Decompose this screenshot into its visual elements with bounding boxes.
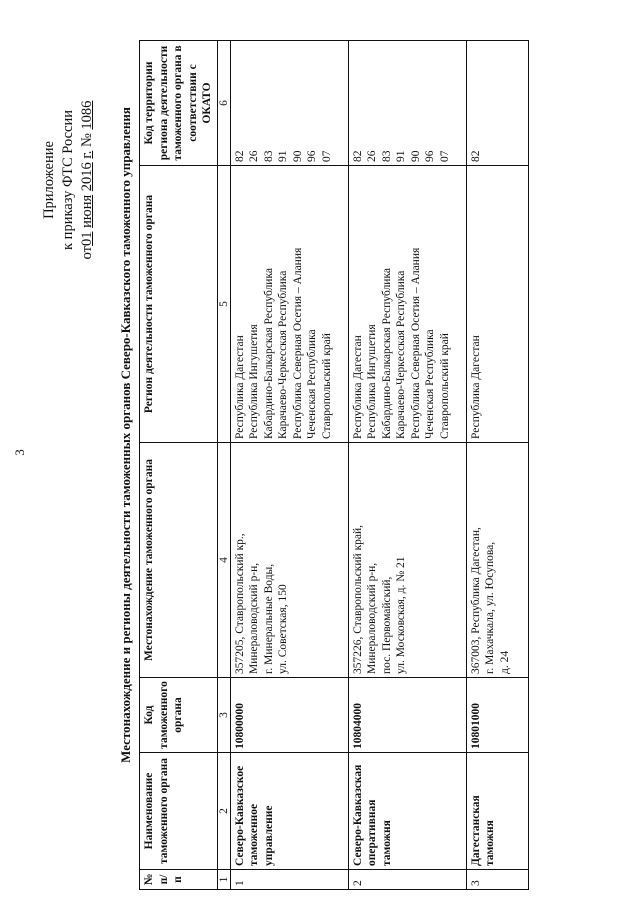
region-line: Республика Северная Осетия – Алания [291, 247, 304, 439]
region-line: Чеченская Республика [424, 329, 436, 439]
customs-code: 10804000 [348, 678, 466, 753]
location-line: г. Махачкала, ул. Юсупова, [484, 541, 496, 674]
order-number: 1086 [79, 100, 95, 130]
date-prefix: от [79, 246, 95, 260]
customs-name: Северо-Кавказская оперативная таможня [348, 753, 466, 870]
okato-code: 82 [233, 150, 246, 162]
date-year: 2016 [79, 162, 95, 192]
column-number: 5 [217, 166, 230, 443]
appendix-date-line [78, 30, 97, 330]
okato-code: 90 [409, 150, 422, 162]
date-day: 01 [79, 231, 95, 247]
customs-location [466, 443, 528, 678]
location-line: ул. Московская, д. № 21 [395, 556, 407, 674]
region-line: Республика Северная Осетия – Алания [409, 247, 422, 439]
location-line: ул. Советская, 150 [277, 584, 289, 674]
date-month: июня [79, 194, 95, 228]
customs-table [139, 40, 529, 890]
header-num: № п/п [140, 870, 218, 890]
okato-code: 82 [469, 150, 482, 162]
header-okato: Код территории региона деятельности таможенного органа в соответствии с ОКАТО [140, 41, 218, 166]
customs-code: 10800000 [230, 678, 348, 753]
region-line: Республика Ингушетия [366, 324, 378, 439]
header-name: Наименование таможенного органа [140, 753, 218, 870]
region-line: Ставропольский край [438, 333, 451, 439]
document-title: Местонахождение и регионы деятельности таможенных органов Северо-Кавказского таможенного управления [118, 107, 133, 763]
date-suffix: г. [79, 150, 95, 159]
okato-code: 83 [262, 150, 275, 162]
region-line: Ставропольский край [320, 333, 333, 439]
okato-code: 91 [277, 150, 289, 162]
table-header-row [140, 41, 218, 890]
activity-regions [466, 166, 528, 443]
location-line: Минераловодский р-н, [366, 562, 378, 674]
row-number: 2 [348, 870, 466, 890]
column-number: 1 [217, 870, 230, 890]
region-line: Карачаево-Черкесская Республика [395, 270, 407, 439]
table-row [466, 41, 528, 890]
region-line: Республика Дагестан [351, 335, 364, 439]
okato-codes [348, 41, 466, 166]
activity-regions [348, 166, 466, 443]
okato-code: 90 [291, 150, 304, 162]
location-line: пос. Первомайский, [380, 576, 393, 674]
row-number: 3 [466, 870, 528, 890]
region-line: Карачаево-Черкесская Республика [277, 270, 289, 439]
header-region: Регион деятельности таможенного органа [140, 166, 218, 443]
row-number: 1 [230, 870, 348, 890]
location-line: Минераловодский р-н, [248, 562, 260, 674]
customs-location [230, 443, 348, 678]
location-line: г. Минеральные Воды, [262, 563, 275, 674]
okato-code: 07 [438, 150, 451, 162]
okato-codes [230, 41, 348, 166]
okato-code: 26 [248, 150, 260, 162]
column-number: 3 [217, 678, 230, 753]
okato-codes [466, 41, 528, 166]
page-number: 3 [12, 449, 27, 456]
customs-name: Дагестанская таможня [466, 753, 528, 870]
region-line: Республика Дагестан [469, 335, 482, 439]
region-line: Республика Дагестан [233, 335, 246, 439]
appendix-header [40, 30, 97, 330]
okato-code: 83 [380, 150, 393, 162]
customs-location [348, 443, 466, 678]
column-number: 6 [217, 41, 230, 166]
location-line: 357205, Ставропольский кр., [233, 533, 246, 674]
okato-code: 82 [351, 150, 364, 162]
okato-code: 26 [366, 150, 378, 162]
region-line: Кабардино-Балкарская Республика [262, 268, 275, 439]
region-line: Республика Ингушетия [248, 324, 260, 439]
column-number: 2 [217, 753, 230, 870]
location-line: 357226, Ставропольский край, [351, 524, 364, 674]
column-number: 4 [217, 443, 230, 678]
table-row [348, 41, 466, 890]
okato-code: 07 [320, 150, 333, 162]
location-line: 367003, Республика Дагестан, [469, 527, 482, 674]
appendix-order-ref: к приказу ФТС России [60, 110, 76, 250]
number-sign: № [79, 133, 95, 148]
appendix-label: Приложение [41, 141, 57, 219]
customs-code: 10801000 [466, 678, 528, 753]
table-row [230, 41, 348, 890]
activity-regions [230, 166, 348, 443]
region-line: Кабардино-Балкарская Республика [380, 268, 393, 439]
okato-code: 96 [424, 150, 436, 162]
customs-name: Северо-Кавказское таможенное управление [230, 753, 348, 870]
region-line: Чеченская Республика [306, 329, 318, 439]
okato-code: 96 [306, 150, 318, 162]
column-number-row [217, 41, 230, 890]
header-location: Местонахождение таможенного органа [140, 443, 218, 678]
location-line: д. 24 [498, 650, 511, 674]
okato-code: 91 [395, 150, 407, 162]
header-code: Код таможенного органа [140, 678, 218, 753]
